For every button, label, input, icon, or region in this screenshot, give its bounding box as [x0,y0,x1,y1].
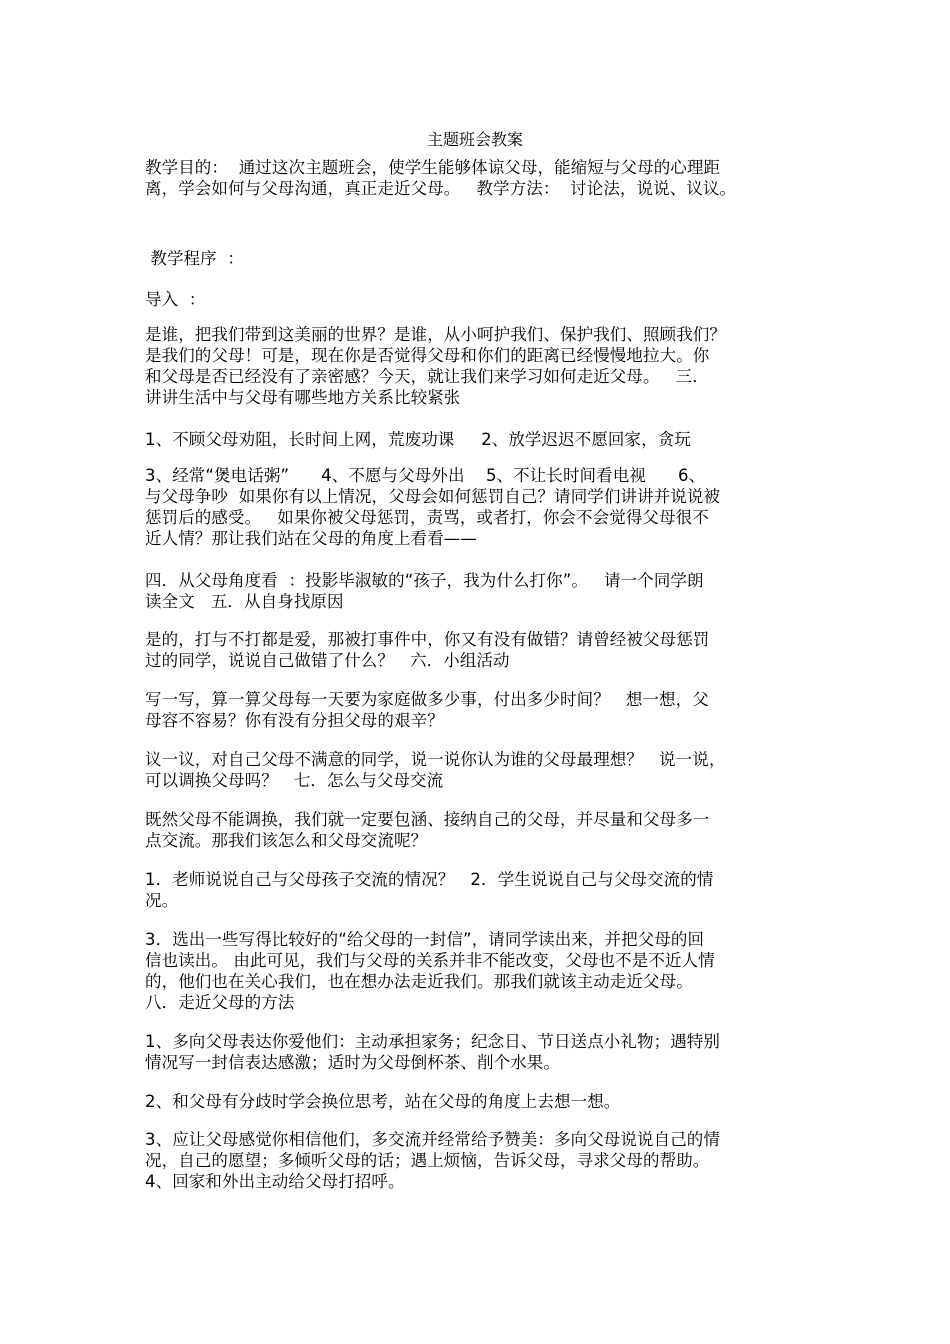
paragraph-write-calculate: 写一写，算一算父母每一天要为家庭做多少事，付出多少时间？ 想一想，父 母容不容易？你有没有分担父母的艰辛？ [145,690,709,730]
paragraph-teacher-student: 1．老师说说自己与父母孩子交流的情况？ 2．学生说说自己与父母交流的情 况。 [145,870,714,910]
paragraph-letter: 3．选出一些写得比较好的“给父母的一封信”，请同学读出来，并把父母的回 信也读出。 由此可见，我们与父母的关系并非不能改变，父母也不是不近人情 的，他们也在关心我们，也在想办法走近我们。那我们就该主动走近父母。 八．走近父母的方法 [145,930,715,1012]
paragraph-introduction-heading: 导入 ： [145,290,206,309]
paragraph-list-3-6: 3、经常“煲电话粥” 4、不愿与父母外出 5、不让长时间看电视 6、 与父母争吵 如果你有以上情况，父母会如何惩罚自己？请同学们讲讲并说说被 惩罚后的感受。 如果你被父母惩罚，责骂，或者打，你会不会觉得父母很不 近人情？那让我们站在父母的角度上看看—— [145,466,721,548]
paragraph-method-2: 2、和父母有分歧时学会换位思考，站在父母的角度上去想一想。 [145,1092,621,1111]
document-title: 主题班会教案 [426,130,523,149]
paragraph-teaching-goal: 教学目的： 通过这次主题班会，使学生能够体谅父母，能缩短与父母的心理距 离，学会如何与父母沟通，真正走近父母。 教学方法： 讨论法，说说、议议。 [145,158,737,198]
paragraph-section-5: 是的，打与不打都是爱，那被打事件中，你又有没有做错？请曾经被父母惩罚 过的同学，说说自己做错了什么？ 六．小组活动 [145,630,710,670]
paragraph-communicate: 既然父母不能调换，我们就一定要包涵、接纳自己的父母，并尽量和父母多一 点交流。那我们该怎么和父母交流呢？ [145,810,710,850]
paragraph-teaching-procedure: 教学程序 ： [145,249,245,268]
paragraph-section-4: 四．从父母角度看 ：投影毕淑敏的“孩子，我为什么打你”。 请一个同学朗 读全文 五．从自身找原因 [145,571,704,611]
paragraph-list-1-2: 1、不顾父母劝阻，长时间上网，荒废功课 2、放学迟迟不愿回家，贪玩 [145,430,691,449]
paragraph-introduction: 是谁，把我们带到这美丽的世界？是谁，从小呵护我们、保护我们、照顾我们？ 是我们的父母！可是，现在你是否觉得父母和你们的距离已经慢慢地拉大。你 和父母是否已经没有了亲密感？今天，就让我们来学习如何走近父母。 三． 讲讲生活中与父母有哪些地方关系比较紧张 [145,325,726,407]
paragraph-method-3-4: 3、应让父母感觉你相信他们，多交流并经常给予赞美：多向父母说说自己的情 况，自己的愿望；多倾听父母的话；遇上烦恼，告诉父母，寻求父母的帮助。 4、回家和外出主动给父母打招呼。 [145,1130,720,1191]
paragraph-method-1: 1、多向父母表达你爱他们：主动承担家务；纪念日、节日送点小礼物；遇特别 情况写一封信表达感激；适时为父母倒杯茶、削个水果。 [145,1032,720,1072]
paragraph-discuss: 议一议，对自己父母不满意的同学，说一说你认为谁的父母最理想？ 说一说， 可以调换父母吗？ 七．怎么与父母交流 [145,750,726,790]
